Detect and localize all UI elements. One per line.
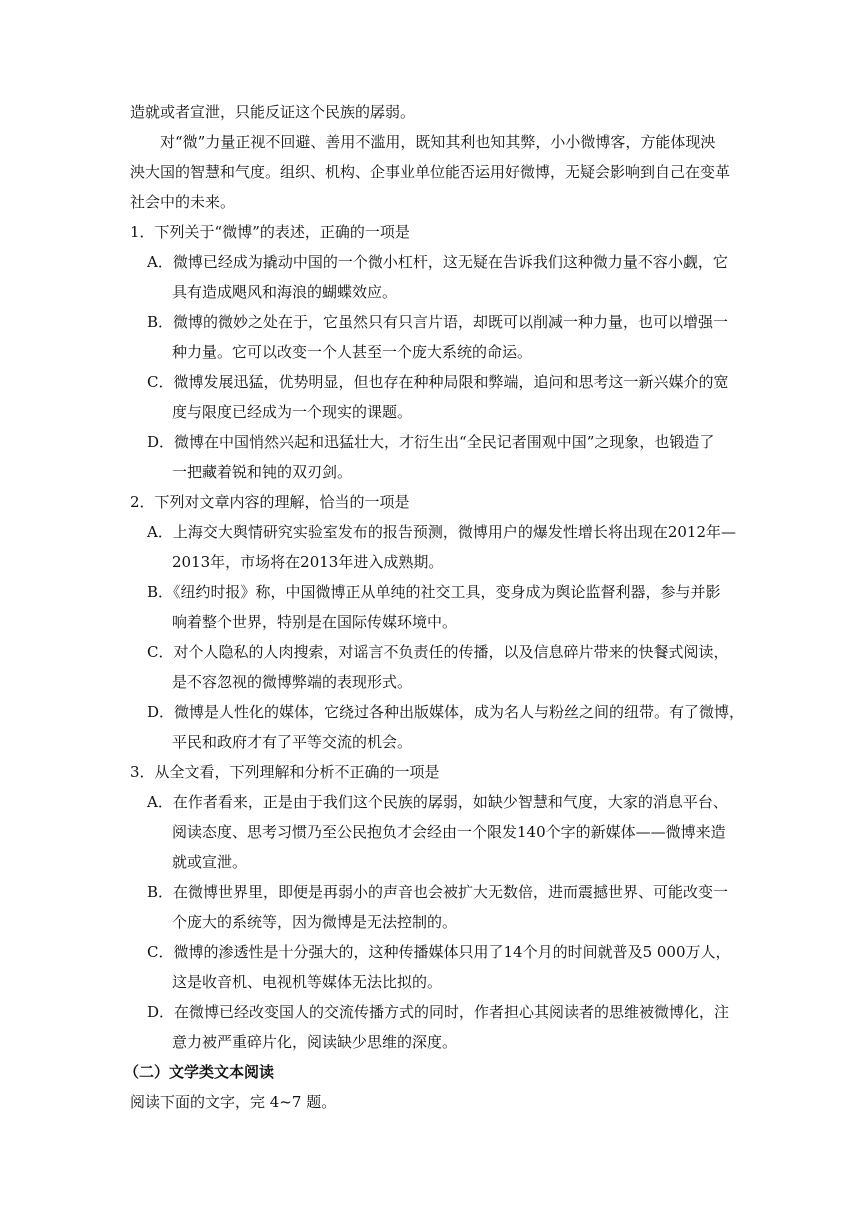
passage-text-line: 对“微”力量正视不回避、善用不滥用，既知其利也知其弊，小小微博客，方能体现泱 (160, 133, 716, 151)
question-3-option-a-cont: 就或宣泄。 (172, 853, 248, 871)
question-3-option-d-cont: 意力被严重碎片化，阅读缺少思维的深度。 (172, 1033, 458, 1051)
question-2-option-a-cont: 2013年，市场将在2013年进入成熟期。 (172, 553, 444, 571)
question-1-option-b-cont: 种力量。它可以改变一个人甚至一个庞大系统的命运。 (172, 343, 533, 361)
passage-text-line: 造就或者宣泄，只能反证这个民族的孱弱。 (130, 103, 416, 121)
section-heading: （二）文学类文本阅读 (124, 1063, 275, 1081)
passage-text-line: 泱大国的智慧和气度。组织、机构、企事业单位能否运用好微博，无疑会影响到自己在变革 (130, 163, 731, 181)
question-1-option-a: A．微博已经成为撬动中国的一个微小杠杆，这无疑在告诉我们这种微力量不容小觑，它 (147, 253, 728, 271)
question-3-option-c-cont: 这是收音机、电视机等媒体无法比拟的。 (172, 973, 443, 991)
question-1-option-d: D．微博在中国悄然兴起和迅猛壮大，才衍生出“全民记者围观中国”之现象，也锻造了 (147, 433, 715, 451)
question-2-option-b: B．《纽约时报》称，中国微博正从单纯的社交工具，变身成为舆论监督利器，参与并影 (147, 583, 721, 601)
question-1-option-b: B．微博的微妙之处在于，它虽然只有只言片语，却既可以削减一种力量，也可以增强一 (147, 313, 729, 331)
question-1-option-d-cont: 一把藏着锐和钝的双刃剑。 (172, 463, 353, 481)
question-2-option-c-cont: 是不容忽视的微博弊端的表现形式。 (172, 673, 413, 691)
question-2-stem: 2．下列对文章内容的理解，恰当的一项是 (130, 493, 410, 511)
passage-text-line: 社会中的未来。 (130, 193, 236, 211)
section-instruction: 阅读下面的文字，完 4~7 题。 (130, 1093, 337, 1111)
question-3-option-a-cont: 阅读态度、思考习惯乃至公民抱负才会经由一个限发140个字的新媒体——微博来造 (172, 823, 726, 841)
question-1-option-c: C．微博发展迅猛，优势明显，但也存在种种局限和弊端，追问和思考这一新兴媒介的宽 (147, 373, 729, 391)
question-2-option-d-cont: 平民和政府才有了平等交流的机会。 (172, 733, 413, 751)
question-3-option-a: A．在作者看来，正是由于我们这个民族的孱弱，如缺少智慧和气度，大家的消息平台、 (147, 793, 728, 811)
question-2-option-d: D．微博是人性化的媒体，它绕过各种出版媒体，成为名人与粉丝之间的纽带。有了微博， (147, 703, 745, 721)
question-3-stem: 3．从全文看，下列理解和分析不正确的一项是 (130, 763, 440, 781)
question-3-option-d: D．在微博已经改变国人的交流传播方式的同时，作者担心其阅读者的思维被微博化，注 (147, 1003, 730, 1021)
question-1-option-c-cont: 度与限度已经成为一个现实的课题。 (172, 403, 413, 421)
question-3-option-b: B．在微博世界里，即便是再弱小的声音也会被扩大无数倍，进而震撼世界、可能改变一 (147, 883, 729, 901)
question-2-option-c: C．对个人隐私的人肉搜索，对谣言不负责任的传播，以及信息碎片带来的快餐式阅读， (147, 643, 729, 661)
question-2-option-a: A．上海交大舆情研究实验室发布的报告预测，微博用户的爆发性增长将出现在2012年— (147, 523, 737, 541)
question-1-option-a-cont: 具有造成飓风和海浪的蝴蝶效应。 (172, 283, 398, 301)
question-3-option-b-cont: 个庞大的系统等，因为微博是无法控制的。 (172, 913, 458, 931)
question-1-stem: 1．下列关于“微博”的表述，正确的一项是 (130, 223, 410, 241)
question-2-option-b-cont: 响着整个世界，特别是在国际传媒环境中。 (172, 613, 458, 631)
question-3-option-c: C．微博的渗透性是十分强大的，这种传播媒体只用了14个月的时间就普及5 000万人， (147, 943, 731, 961)
